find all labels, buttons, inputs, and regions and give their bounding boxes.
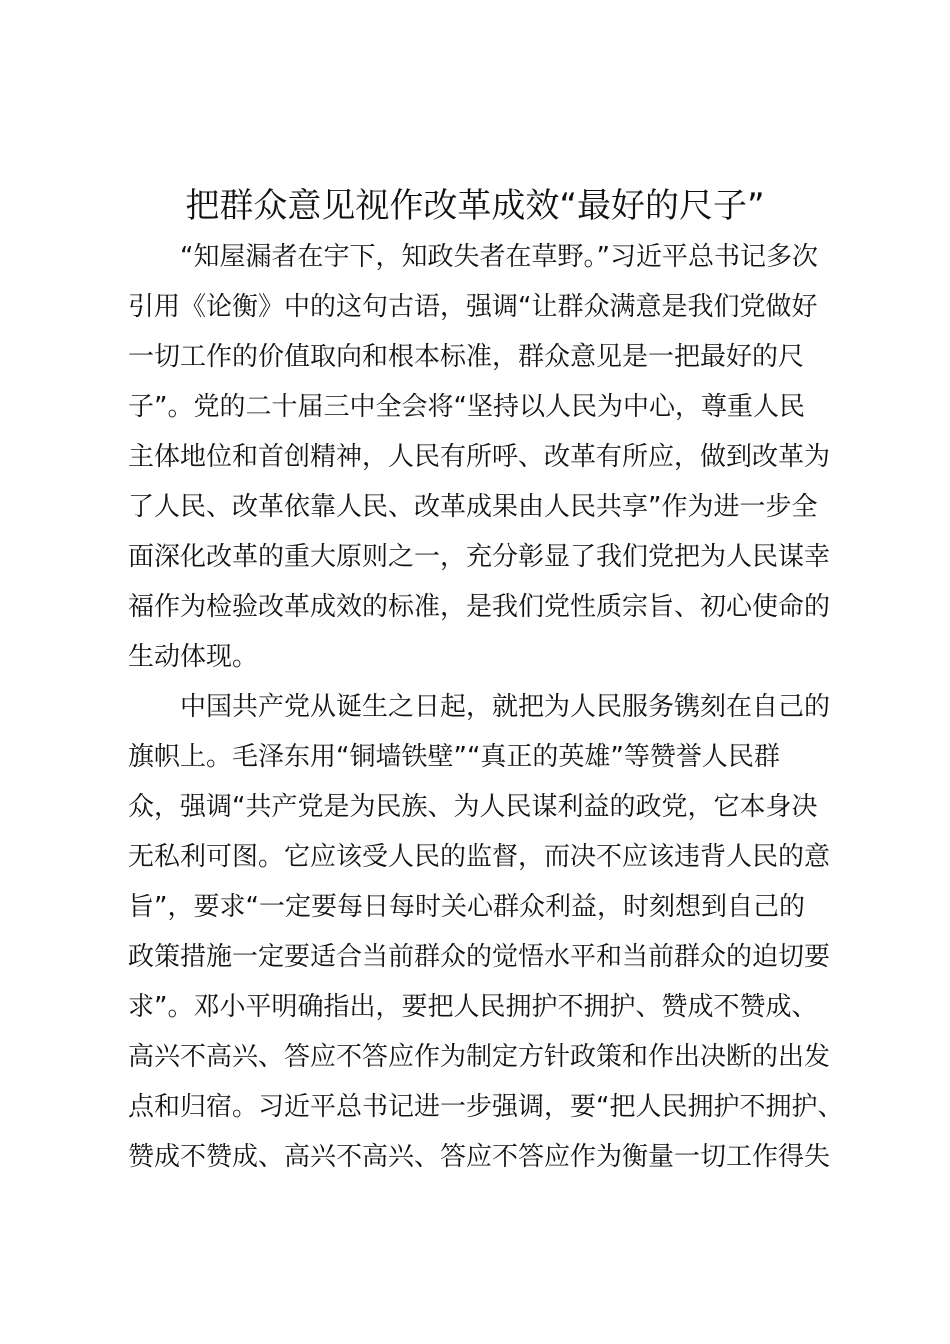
paragraph-line: 政策措施一定要适合当前群众的觉悟水平和当前群众的迫切要 [128,942,831,972]
paragraph-line: 福作为检验改革成效的标准，是我们党性质宗旨、初心使命的 [128,592,831,622]
paragraph-line: 中国共产党从诞生之日起，就把为人民服务镌刻在自己的 [180,692,831,722]
paragraph-line: 无私利可图。它应该受人民的监督，而决不应该违背人民的意 [128,842,831,872]
document-body [128,232,844,1182]
paragraph-line: 子”。党的二十届三中全会将“坚持以人民为中心，尊重人民 [128,392,805,422]
paragraph-line: 生动体现。 [128,642,259,672]
paragraph-line: 点和归宿。习近平总书记进一步强调，要“把人民拥护不拥护、 [128,1092,844,1122]
paragraph-line: 旗帜上。毛泽东用“铜墙铁壁”“真正的英雄”等赞誉人民群 [128,742,780,772]
paragraph-line: 高兴不高兴、答应不答应作为制定方针政策和作出决断的出发 [128,1042,831,1072]
paragraph-2 [128,682,844,1182]
paragraph-line: 面深化改革的重大原则之一，充分彰显了我们党把为人民谋幸 [128,542,831,572]
paragraph-1 [128,232,838,682]
paragraph-line: 旨”，要求“一定要每日每时关心群众利益，时刻想到自己的 [128,892,805,922]
paragraph-line: 主体地位和首创精神，人民有所呼、改革有所应，做到改革为 [128,442,831,472]
document-title: 把群众意见视作改革成效“最好的尺子” [185,186,765,226]
paragraph-line: 众，强调“共产党是为民族、为人民谋利益的政党，它本身决 [128,792,818,822]
paragraph-line: “知屋漏者在宇下，知政失者在草野。”习近平总书记多次 [180,242,818,272]
paragraph-line: 一切工作的价值取向和根本标准，群众意见是一把最好的尺 [128,342,805,372]
paragraph-line: 赞成不赞成、高兴不高兴、答应不答应作为衡量一切工作得失 [128,1142,831,1172]
paragraph-line: 求”。邓小平明确指出，要把人民拥护不拥护、赞成不赞成、 [128,992,818,1022]
paragraph-line: 引用《论衡》中的这句古语，强调“让群众满意是我们党做好 [128,292,818,322]
paragraph-line: 了人民、改革依靠人民、改革成果由人民共享”作为进一步全 [128,492,818,522]
